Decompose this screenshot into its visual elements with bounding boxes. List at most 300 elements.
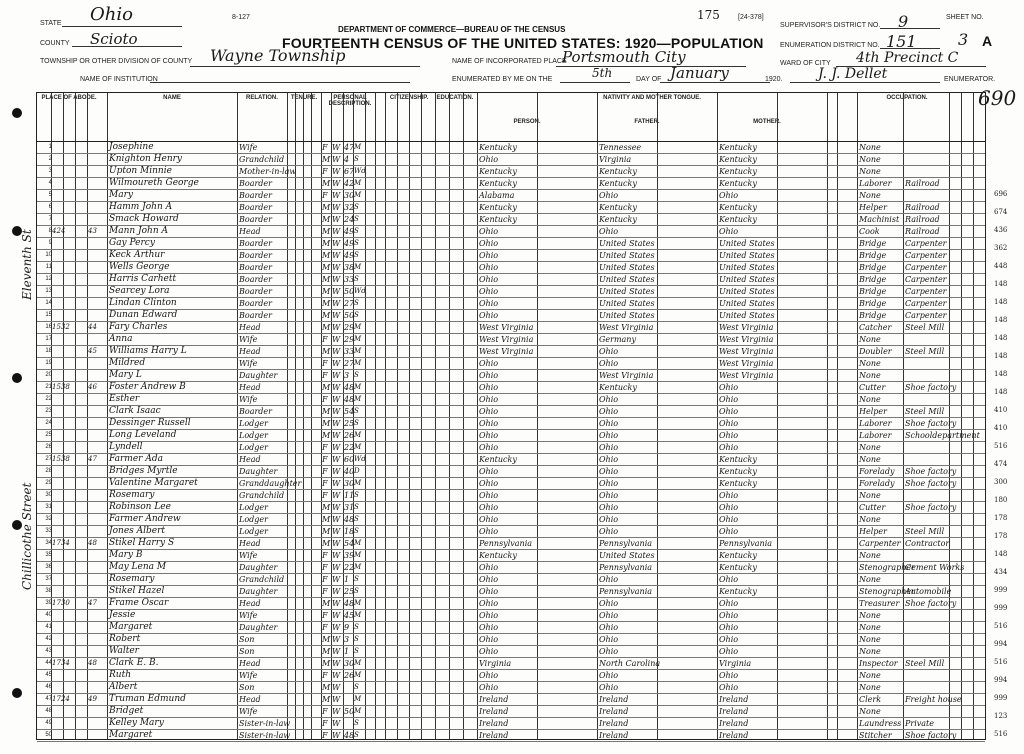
row-number: 12: [45, 276, 52, 282]
age: 1: [344, 575, 350, 584]
birthplace-mother: Ohio: [719, 611, 739, 620]
race: W: [332, 671, 341, 680]
birthplace-person: Ohio: [479, 683, 499, 692]
age: 9: [344, 623, 350, 632]
birthplace-father: Ohio: [599, 635, 619, 644]
birthplace-mother: Ohio: [719, 407, 739, 416]
relation: Wife: [239, 707, 258, 716]
occupation: Cutter: [859, 383, 886, 392]
row-number: 6: [48, 204, 52, 210]
person-name: Farmer Andrew: [109, 514, 181, 524]
marital-status: M: [354, 611, 362, 619]
marital-status: M: [354, 695, 362, 703]
birthplace-father: United States: [599, 251, 655, 260]
industry: Carpenter: [905, 287, 947, 296]
row-number: 33: [45, 528, 52, 534]
occupation: Cutter: [859, 503, 886, 512]
place-label: NAME OF INCORPORATED PLACE: [452, 58, 567, 65]
relation: Wife: [239, 611, 258, 620]
race: W: [332, 359, 341, 368]
person-name: Mary: [109, 190, 133, 200]
industry: Carpenter: [905, 239, 947, 248]
margin-number: 148: [994, 334, 1008, 342]
birthplace-person: Ohio: [479, 227, 499, 236]
race: W: [332, 419, 341, 428]
house-number: 424: [52, 227, 66, 235]
industry: Cement Works: [905, 563, 965, 572]
sex: M: [322, 239, 331, 248]
age: 25: [344, 419, 355, 428]
birthplace-mother: Kentucky: [719, 455, 757, 464]
relation: Boarder: [239, 407, 272, 416]
family-number: 43: [88, 227, 97, 235]
birthplace-person: Kentucky: [479, 143, 517, 152]
person-name: Wilmoureth George: [109, 178, 199, 188]
person-name: Clark Isaac: [109, 406, 161, 416]
sex: F: [322, 587, 328, 596]
industry: Freight house: [905, 695, 962, 704]
supervisor-value: 9: [898, 12, 909, 31]
row-number: 21: [45, 384, 52, 390]
birthplace-father: United States: [599, 275, 655, 284]
occupation: None: [859, 155, 881, 164]
sex: M: [322, 431, 331, 440]
person-name: Rosemary: [109, 490, 155, 500]
industry: Shoe factory: [905, 731, 957, 740]
sex: M: [322, 647, 331, 656]
race: W: [332, 575, 341, 584]
race: W: [332, 443, 341, 452]
birthplace-person: Ireland: [479, 707, 509, 716]
margin-number: 516: [994, 658, 1008, 666]
margin-number: 178: [994, 532, 1008, 540]
birthplace-father: Ohio: [599, 395, 619, 404]
age: 42: [344, 179, 355, 188]
occupation: None: [859, 611, 881, 620]
marital-status: S: [354, 491, 359, 499]
birthplace-person: Kentucky: [479, 179, 517, 188]
marital-status: S: [354, 719, 359, 727]
group-name: NAME: [163, 95, 181, 101]
occupation: None: [859, 491, 881, 500]
birthplace-mother: Ohio: [719, 443, 739, 452]
row-number: 20: [45, 372, 52, 378]
sex: F: [322, 143, 328, 152]
birthplace-mother: Kentucky: [719, 203, 757, 212]
birthplace-mother: Kentucky: [719, 587, 757, 596]
race: W: [332, 515, 341, 524]
birthplace-mother: Ohio: [719, 491, 739, 500]
industry: Carpenter: [905, 275, 947, 284]
birthplace-father: Ohio: [599, 599, 619, 608]
birthplace-person: Ohio: [479, 599, 499, 608]
race: W: [332, 683, 341, 692]
race: W: [332, 227, 341, 236]
industry: Steel Mill: [905, 407, 945, 416]
house-number: 1538: [52, 383, 70, 391]
birthplace-person: Kentucky: [479, 551, 517, 560]
marital-status: S: [354, 731, 359, 739]
industry: Steel Mill: [905, 323, 945, 332]
race: W: [332, 635, 341, 644]
sex: M: [322, 275, 331, 284]
race: W: [332, 587, 341, 596]
age: 27: [344, 359, 355, 368]
relation: Head: [239, 599, 261, 608]
state-label: STATE: [40, 20, 62, 27]
birthplace-father: Pennsylvania: [599, 587, 653, 596]
marital-status: M: [354, 539, 362, 547]
race: W: [332, 539, 341, 548]
sex: F: [322, 671, 328, 680]
birthplace-mother: Ohio: [719, 227, 739, 236]
occupation: None: [859, 575, 881, 584]
occupation: None: [859, 143, 881, 152]
birthplace-mother: Ohio: [719, 431, 739, 440]
census-table: [36, 92, 986, 740]
relation: Lodger: [239, 527, 268, 536]
birthplace-mother: Ohio: [719, 419, 739, 428]
sex: F: [322, 707, 328, 716]
birthplace-person: Ohio: [479, 575, 499, 584]
row-number: 5: [48, 192, 52, 198]
birthplace-father: Ohio: [599, 491, 619, 500]
birthplace-person: Ohio: [479, 263, 499, 272]
marital-status: M: [354, 659, 362, 667]
row-number: 17: [45, 336, 52, 342]
row-number: 37: [45, 576, 52, 582]
margin-number: 148: [994, 550, 1008, 558]
industry: Shoe factory: [905, 467, 957, 476]
birthplace-father: United States: [599, 311, 655, 320]
birthplace-mother: Kentucky: [719, 551, 757, 560]
occupation: None: [859, 443, 881, 452]
sex: M: [322, 203, 331, 212]
birthplace-person: Ohio: [479, 311, 499, 320]
birthplace-mother: West Virginia: [719, 323, 774, 332]
birthplace-person: Ohio: [479, 431, 499, 440]
occupation: Stenographer: [859, 563, 915, 572]
group-occupation: OCCUPATION.: [886, 95, 928, 101]
age: 30: [344, 659, 355, 668]
sex: M: [322, 311, 331, 320]
house-number: 1538: [52, 455, 70, 463]
birthplace-mother: Pennsylvania: [719, 539, 773, 548]
occupation: Carpenter: [859, 539, 901, 548]
marital-status: S: [354, 251, 359, 259]
marital-status: S: [354, 203, 359, 211]
relation: Wife: [239, 335, 258, 344]
age: 29: [344, 335, 355, 344]
person-name: Farmer Ada: [109, 454, 163, 464]
sex: M: [322, 503, 331, 512]
ed-value: 151: [886, 32, 917, 51]
industry: Railroad: [905, 227, 940, 236]
industry: Railroad: [905, 215, 940, 224]
sheet-value: 3: [958, 30, 969, 49]
side-street-1: Eleventh St: [20, 229, 34, 300]
relation: Wife: [239, 671, 258, 680]
occupation: Cook: [859, 227, 880, 236]
family-number: 47: [88, 599, 97, 607]
industry: Carpenter: [905, 311, 947, 320]
birthplace-mother: West Virginia: [719, 347, 774, 356]
row-number: 23: [45, 408, 52, 414]
relation: Grandchild: [239, 575, 285, 584]
birthplace-mother: United States: [719, 311, 775, 320]
occupation: Bridge: [859, 275, 887, 284]
day-line: [560, 82, 630, 83]
row-number: 3: [48, 168, 52, 174]
person-name: Fary Charles: [109, 322, 168, 332]
marital-status: S: [354, 407, 359, 415]
sheet-label: SHEET NO.: [946, 14, 984, 21]
age: 26: [344, 671, 355, 680]
birthplace-father: Kentucky: [599, 167, 637, 176]
person-name: Smack Howard: [109, 214, 179, 224]
marital-status: S: [354, 647, 359, 655]
birthplace-father: United States: [599, 551, 655, 560]
sex: F: [322, 479, 328, 488]
person-name: Clark E. B.: [109, 658, 159, 668]
marital-status: Wd: [354, 287, 366, 295]
birthplace-father: Virginia: [599, 155, 632, 164]
birthplace-person: Ohio: [479, 611, 499, 620]
person-name: Truman Edmund: [109, 694, 186, 704]
occupation: Doubler: [859, 347, 892, 356]
enumerator-line: [790, 82, 940, 83]
race: W: [332, 731, 341, 740]
birthplace-mother: West Virginia: [719, 371, 774, 380]
birthplace-mother: Ireland: [719, 731, 749, 740]
birthplace-mother: Ireland: [719, 707, 749, 716]
institution-label: NAME OF INSTITUTION: [80, 76, 158, 83]
occupation: None: [859, 395, 881, 404]
occupation: Bridge: [859, 311, 887, 320]
birthplace-father: Ohio: [599, 515, 619, 524]
birthplace-father: Ohio: [599, 623, 619, 632]
birthplace-father: Ohio: [599, 443, 619, 452]
race: W: [332, 551, 341, 560]
birthplace-person: Ohio: [479, 467, 499, 476]
place-value: Portsmouth City: [562, 48, 686, 66]
sex: F: [322, 455, 328, 464]
age: 4: [344, 155, 350, 164]
person-name: Walter: [109, 646, 139, 656]
relation: Daughter: [239, 623, 278, 632]
relation: Lodger: [239, 503, 268, 512]
industry: Shoe factory: [905, 479, 957, 488]
state-line: [62, 26, 182, 27]
sex: M: [322, 383, 331, 392]
race: W: [332, 479, 341, 488]
sex: F: [322, 563, 328, 572]
marital-status: M: [354, 671, 362, 679]
birthplace-person: West Virginia: [479, 347, 534, 356]
family-number: 48: [88, 659, 97, 667]
industry: Private: [905, 719, 935, 728]
race: W: [332, 155, 341, 164]
row-number: 22: [45, 396, 52, 402]
group-place-of-abode: PLACE OF ABODE.: [41, 95, 97, 101]
age: 11: [344, 491, 355, 500]
row-number: 13: [45, 288, 52, 294]
occupation: None: [859, 167, 881, 176]
birthplace-mother: Virginia: [719, 659, 752, 668]
house-number: 1532: [52, 323, 70, 331]
age: 54: [344, 407, 355, 416]
race: W: [332, 563, 341, 572]
birthplace-father: Pennsylvania: [599, 563, 653, 572]
birthplace-person: Ohio: [479, 419, 499, 428]
sex: M: [322, 299, 331, 308]
relation: Boarder: [239, 215, 272, 224]
birthplace-mother: United States: [719, 263, 775, 272]
sex: F: [322, 395, 328, 404]
birthplace-person: Ohio: [479, 563, 499, 572]
birthplace-mother: Kentucky: [719, 479, 757, 488]
sex: F: [322, 731, 328, 740]
occupation: Bridge: [859, 251, 887, 260]
age: 60: [344, 455, 355, 464]
birthplace-father: West Virginia: [599, 323, 654, 332]
marital-status: S: [354, 575, 359, 583]
relation: Wife: [239, 551, 258, 560]
race: W: [332, 707, 341, 716]
margin-number: 180: [994, 496, 1008, 504]
punch-hole: [12, 108, 22, 118]
birthplace-person: Pennsylvania: [479, 539, 533, 548]
relation: Wife: [239, 143, 258, 152]
industry: Automobile: [905, 587, 952, 596]
race: W: [332, 611, 341, 620]
race: W: [332, 275, 341, 284]
row-number: 39: [45, 600, 52, 606]
race: W: [332, 143, 341, 152]
occupation: Stenographer: [859, 587, 915, 596]
row-number: 41: [45, 624, 52, 630]
birthplace-person: Ireland: [479, 731, 509, 740]
race: W: [332, 311, 341, 320]
row-rule: [37, 741, 985, 742]
birthplace-person: Ohio: [479, 275, 499, 284]
supervisor-line: [880, 28, 940, 29]
relation: Son: [239, 683, 255, 692]
relation: Sister-in-law: [239, 719, 291, 728]
year-value: 1920.: [765, 76, 783, 83]
row-number: 11: [45, 264, 52, 270]
race: W: [332, 179, 341, 188]
birthplace-father: Ohio: [599, 431, 619, 440]
occupation: Laborer: [859, 431, 892, 440]
birthplace-father: Ohio: [599, 359, 619, 368]
relation: Mother-in-law: [239, 167, 297, 176]
marital-status: S: [354, 623, 359, 631]
margin-number: 516: [994, 622, 1008, 630]
occupation: None: [859, 635, 881, 644]
group-tenure: TENURE.: [290, 95, 318, 101]
row-number: 30: [45, 492, 52, 498]
sex: F: [322, 623, 328, 632]
industry: Steel Mill: [905, 347, 945, 356]
birthplace-mother: Ohio: [719, 599, 739, 608]
age: 48: [344, 731, 355, 740]
birthplace-father: Germany: [599, 335, 636, 344]
person-name: Stikel Harry S: [109, 538, 175, 548]
marital-status: M: [354, 563, 362, 571]
occupation: Bridge: [859, 239, 887, 248]
birthplace-mother: Ohio: [719, 191, 739, 200]
enumerator-value: J. J. Dellet: [818, 66, 888, 82]
enumerator-label: ENUMERATOR.: [944, 76, 996, 83]
house-number: 1724: [52, 695, 70, 703]
row-number: 32: [45, 516, 52, 522]
sex: M: [322, 635, 331, 644]
marital-status: M: [354, 383, 362, 391]
row-number: 25: [45, 432, 52, 438]
birthplace-father: Ohio: [599, 683, 619, 692]
margin-number: 994: [994, 640, 1008, 648]
sex: F: [322, 467, 328, 476]
row-number: 4: [48, 180, 52, 186]
ward-label: WARD OF CITY: [780, 60, 831, 67]
occupation: Bridge: [859, 299, 887, 308]
relation: Lodger: [239, 419, 268, 428]
row-number: 50: [45, 732, 52, 738]
age: 50: [344, 311, 355, 320]
sex: F: [322, 611, 328, 620]
row-number: 28: [45, 468, 52, 474]
occupation: Bridge: [859, 287, 887, 296]
row-number: 35: [45, 552, 52, 558]
margin-number: 148: [994, 388, 1008, 396]
occupation: None: [859, 371, 881, 380]
race: W: [332, 467, 341, 476]
row-number: 2: [48, 156, 52, 162]
person-name: Anna: [109, 334, 133, 344]
day-of-label: DAY OF: [636, 76, 662, 83]
birthplace-mother: United States: [719, 275, 775, 284]
birthplace-person: Ohio: [479, 395, 499, 404]
industry: Schooldepartment: [905, 431, 980, 440]
race: W: [332, 335, 341, 344]
birthplace-person: Ohio: [479, 287, 499, 296]
age: 24: [344, 215, 355, 224]
family-number: 47: [88, 455, 97, 463]
birthplace-person: Kentucky: [479, 203, 517, 212]
age: 3: [344, 635, 350, 644]
birthplace-mother: Ireland: [719, 719, 749, 728]
age: 1: [344, 647, 350, 656]
occupation: None: [859, 623, 881, 632]
row-number: 14: [45, 300, 52, 306]
race: W: [332, 455, 341, 464]
relation: Son: [239, 647, 255, 656]
industry: Railroad: [905, 203, 940, 212]
margin-number: 436: [994, 226, 1008, 234]
birthplace-father: Ohio: [599, 191, 619, 200]
month-line: [660, 82, 770, 83]
birthplace-mother: West Virginia: [719, 335, 774, 344]
birthplace-father: North Carolina: [599, 659, 661, 668]
marital-status: S: [354, 683, 359, 691]
birthplace-person: Ohio: [479, 527, 499, 536]
person-name: Mary B: [109, 550, 143, 560]
relation: Head: [239, 539, 261, 548]
birthplace-person: Ohio: [479, 299, 499, 308]
sex: F: [322, 167, 328, 176]
birthplace-person: Ohio: [479, 371, 499, 380]
